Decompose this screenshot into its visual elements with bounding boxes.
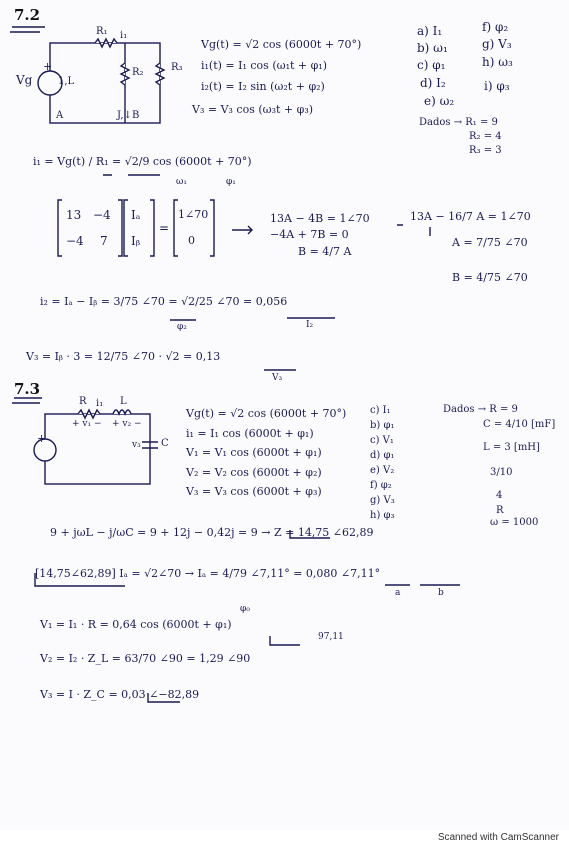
circuit-72-r1-label: R₁ — [96, 26, 108, 37]
circuit-73-i1-label: i₁ — [96, 398, 104, 409]
given-73-l: L = 3 [mH] — [483, 442, 540, 453]
calc-72-i1-under-phi: φ₁ — [226, 177, 236, 187]
scanner-footer — [0, 830, 569, 848]
system-72-3: B = 4/7 A — [298, 245, 352, 258]
calc-72-i2: i₂ = Iₐ − Iᵦ = 3/75 ∠70 = √2/25 ∠70 = 0,056 — [40, 295, 288, 308]
given-72-r3: R₃ = 3 — [469, 145, 502, 156]
list-72-d: d) I₂ — [420, 76, 446, 90]
eq-72-4: V₃ = V₃ cos (ω₃t + φ₃) — [192, 103, 314, 116]
list-73-1: c) I₁ — [370, 405, 391, 416]
list-72-g: g) V₃ — [482, 37, 512, 51]
circuit-72-r2-label: R₂ — [132, 67, 144, 78]
eq-73-5: V₃ = V₃ cos (6000t + φ₃) — [186, 485, 322, 498]
given-73-c: C = 4/10 [mF] — [483, 419, 556, 430]
system-72-2: −4A + 7B = 0 — [270, 228, 349, 241]
list-73-4: d) φ₁ — [370, 450, 395, 461]
calc-72-i1: i₁ = Vg(t) / R₁ = √2/9 cos (6000t + 70°) — [33, 155, 252, 168]
list-72-a: a) I₁ — [417, 24, 443, 38]
circuit-73-c-label: C — [161, 438, 169, 449]
calc-73-z: 9 + jωL − j/ωC = 9 + 12j − 0,42j = 9 → Z = 14,75 ∠62,89 — [50, 526, 374, 539]
resistor-r2-icon — [121, 63, 129, 85]
calc-73-v2: V₂ = I₂ · Z_L = 63/70 ∠90 = 1,29 ∠90 — [40, 652, 251, 665]
circuit-72-node-b: J,↓B — [117, 110, 140, 121]
resistor-r3-icon — [156, 63, 164, 85]
matrix-rhs1: 1∠70 — [178, 208, 209, 221]
side-73-4: ω = 1000 — [490, 517, 539, 528]
calc-73-ia-under-a: a — [395, 588, 401, 598]
matrix-a22: 7 — [100, 234, 108, 248]
calc-72-v3-under: V₃ — [272, 373, 283, 383]
given-72-r2: R₂ = 4 — [469, 131, 502, 142]
matrix-x1: Iₐ — [131, 208, 141, 222]
list-73-2: b) φ₁ — [370, 420, 395, 431]
list-72-h: h) ω₃ — [482, 55, 513, 69]
calc-73-v1: V₁ = I₁ · R = 0,64 cos (6000t + φ₁) — [40, 618, 232, 631]
sol-72-b: B = 4/75 ∠70 — [452, 271, 528, 284]
circuit-72-source-label: Vg — [16, 73, 33, 87]
list-73-8: h) φ₃ — [370, 510, 395, 521]
heading-underline-72 — [10, 27, 45, 32]
eq-72-2: i₁(t) = I₁ cos (ω₁t + φ₁) — [201, 59, 328, 72]
calc-72-i1-under-w: ω₁ — [176, 177, 187, 187]
calc-73-ia: [14,75∠62,89] Iₐ = √2∠70 → Iₐ = 4/79 ∠7,11° = 0,080 ∠7,11° — [35, 567, 381, 580]
side-73-3: R — [496, 505, 504, 516]
side-73-2: 4 — [496, 490, 503, 501]
circuit-73-v3-label: v₃ — [132, 440, 141, 450]
resistor-r1-icon — [95, 39, 117, 47]
matrix-a12: −4 — [93, 208, 111, 222]
list-73-5: e) V₂ — [370, 465, 395, 476]
circuit-73-v1-label: + v₁ − — [72, 419, 102, 429]
circuit-73-r-label: R — [79, 396, 87, 407]
calc-73-v3: V₃ = I · Z_C = 0,03 ∠−82,89 — [40, 688, 200, 701]
matrix-x2: Iᵦ — [131, 234, 141, 248]
system-72-1: 13A − 4B = 1∠70 — [270, 212, 370, 225]
circuit-73-l-label: L — [120, 396, 127, 407]
circuit-72-i1-label: i₁ — [120, 30, 128, 41]
eq-73-4: V₂ = V₂ cos (6000t + φ₂) — [186, 466, 322, 479]
calc-72-i2-under-phi: φ₂ — [177, 322, 187, 332]
section-heading-73: 7.3 — [14, 380, 41, 398]
plus-sign-72: + — [43, 60, 53, 73]
list-72-f: f) φ₂ — [482, 20, 509, 34]
matrix-a11: 13 — [66, 208, 82, 222]
section-heading-72: 7.2 — [14, 6, 41, 24]
sol-72-a: A = 7/75 ∠70 — [452, 236, 528, 249]
given-73-r: Dados → R = 9 — [443, 404, 518, 415]
matrix-equals: = — [159, 221, 170, 235]
plus-sign-73: + — [37, 432, 47, 445]
calc-72-v3: V₃ = Iᵦ · 3 = 12/75 ∠70 · √2 = 0,13 — [26, 350, 221, 363]
circuit-72-source-value: 1,L — [58, 76, 75, 87]
eq-73-2: i₁ = I₁ cos (6000t + φ₁) — [186, 427, 314, 440]
list-72-c: c) φ₁ — [417, 58, 446, 72]
list-73-7: g) V₃ — [370, 495, 395, 506]
eq-72-1: Vg(t) = √2 cos (6000t + 70°) — [201, 38, 362, 51]
list-72-i: i) φ₃ — [484, 79, 510, 93]
eq-73-3: V₁ = V₁ cos (6000t + φ₁) — [186, 446, 322, 459]
resistor-r-icon — [78, 410, 100, 418]
list-73-3: c) V₁ — [370, 435, 394, 446]
eq-72-3: i₂(t) = I₂ sin (ω₂t + φ₂) — [201, 80, 325, 93]
list-72-e: e) ω₂ — [424, 94, 455, 108]
circuit-72-node-a: A — [56, 110, 64, 121]
list-73-6: f) φ₂ — [370, 480, 392, 491]
calc-73-v1-note: φ₀ — [240, 604, 250, 614]
calc-73-ia-under-b: b — [438, 588, 444, 598]
matrix-rhs2: 0 — [188, 234, 195, 247]
given-72-r1: Dados → R₁ = 9 — [419, 117, 498, 128]
calc-72-i2-under-I: I₂ — [306, 320, 314, 330]
circuit-72-r3-label: R₃ — [171, 62, 183, 73]
subst-72: 13A − 16/7 A = 1∠70 — [410, 210, 531, 223]
circuit-73-v2-label: + v₂ − — [112, 419, 142, 429]
eq-73-1: Vg(t) = √2 cos (6000t + 70°) — [186, 407, 347, 420]
matrix-a21: −4 — [66, 234, 84, 248]
scanner-label: Scanned with CamScanner — [437, 832, 559, 843]
side-73-1: 3/10 — [490, 467, 513, 478]
list-72-b: b) ω₁ — [417, 41, 448, 55]
calc-73-v2-note: 97,11 — [318, 632, 344, 642]
inductor-l-icon — [113, 410, 131, 414]
